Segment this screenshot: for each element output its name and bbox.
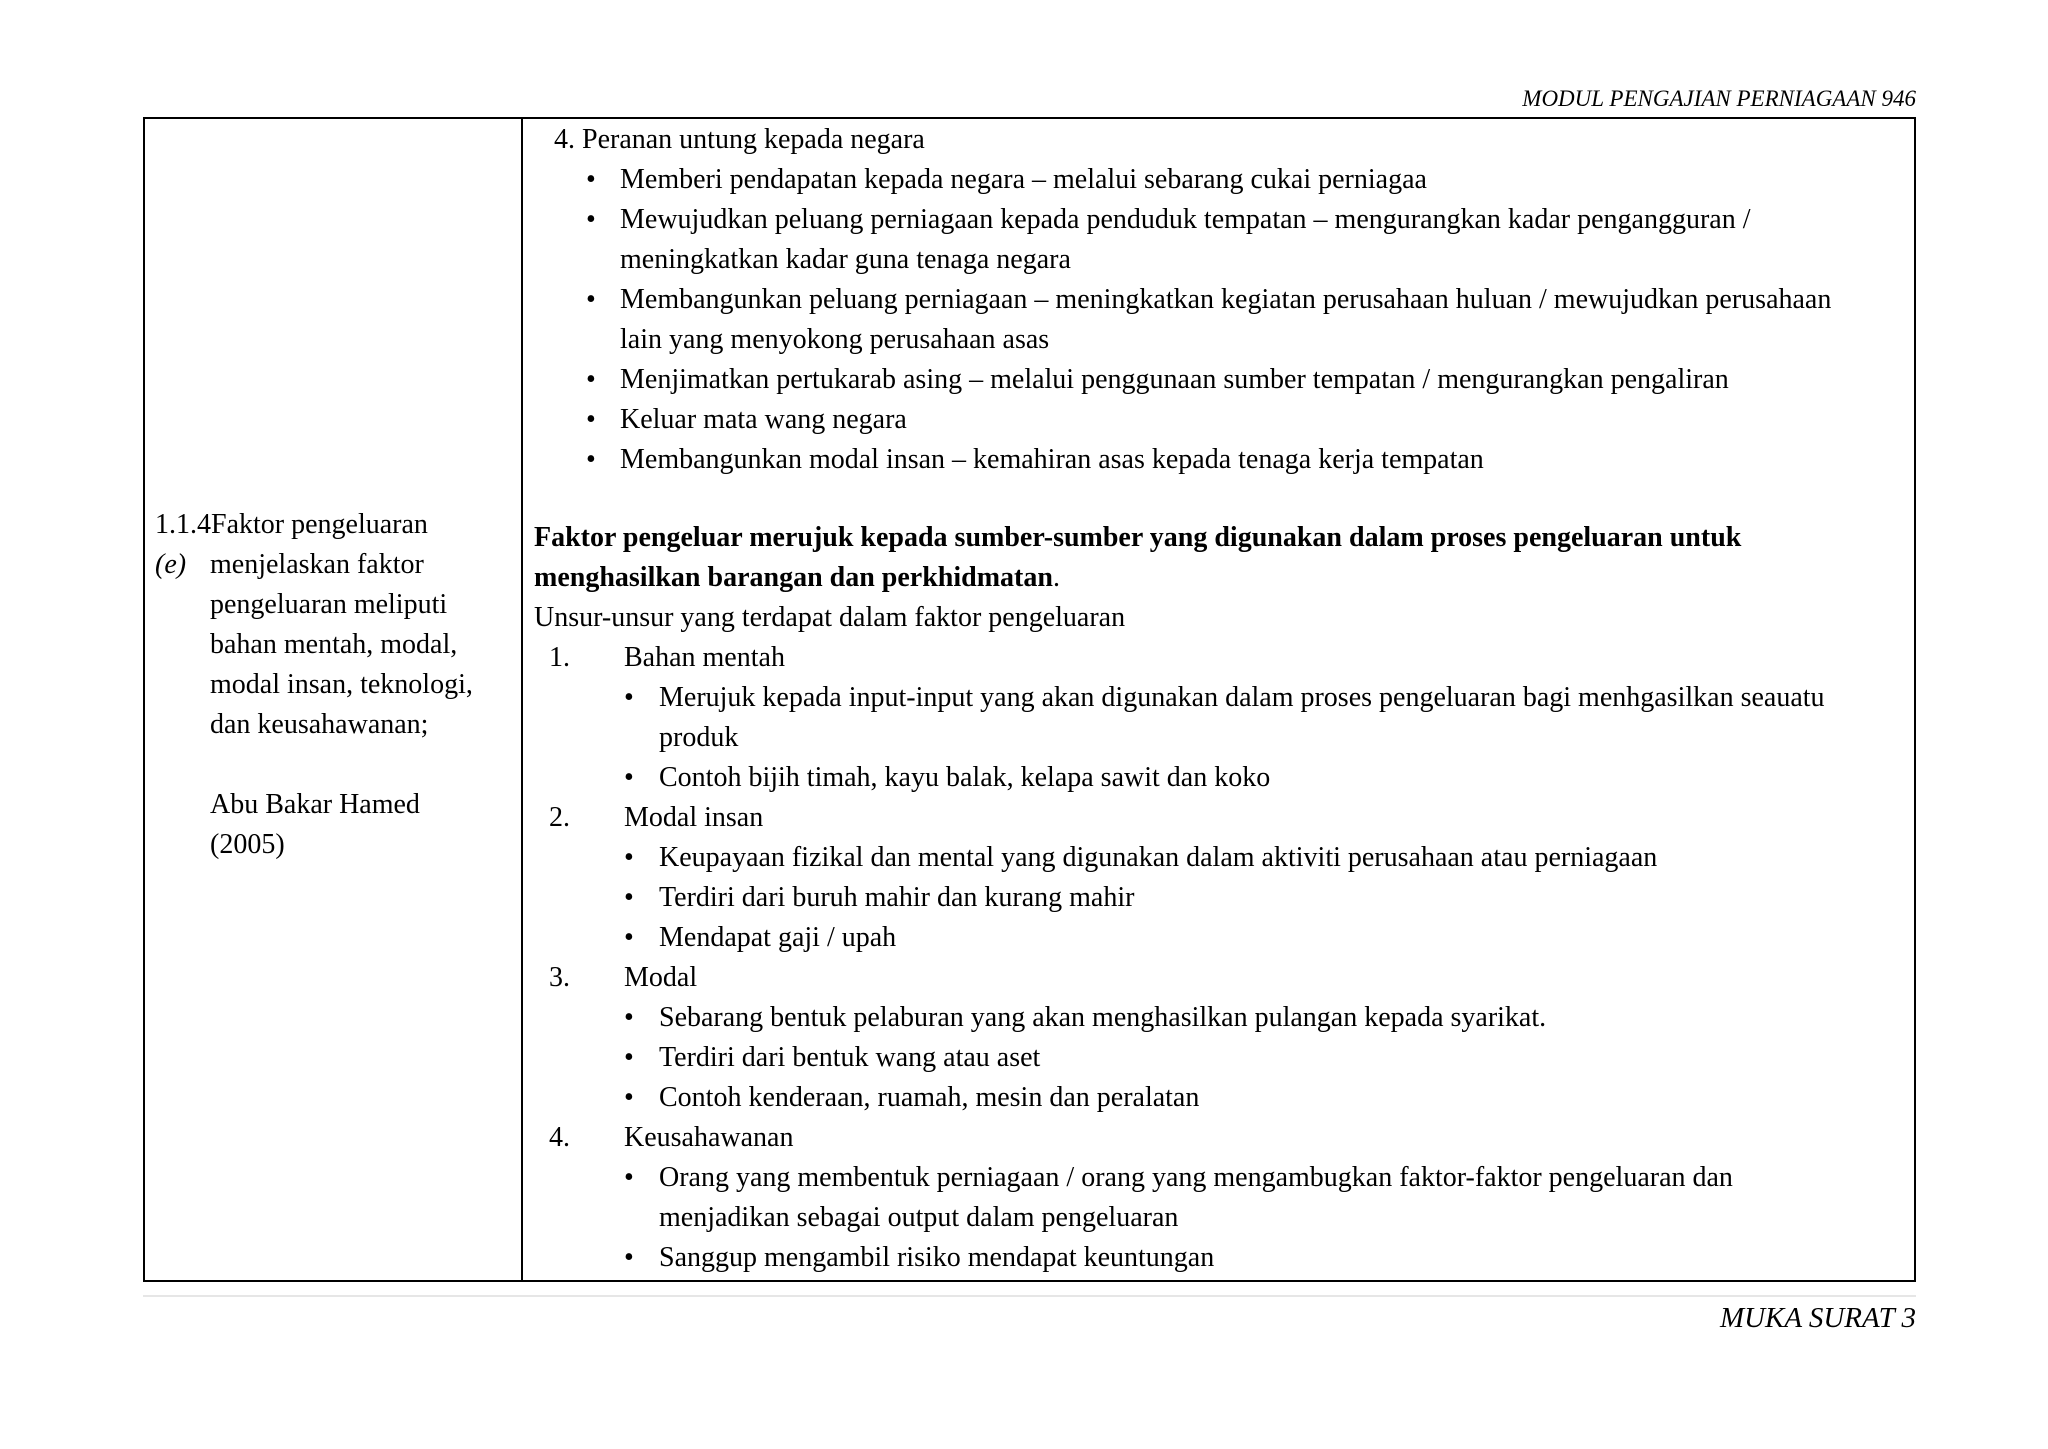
list-item-continued: lain yang menyokong perusahaan asas <box>620 324 1050 355</box>
definition-line: menghasilkan barangan dan perkhidmatan. <box>534 562 1060 593</box>
list-item: • Contoh bijih timah, kayu balak, kelapa sawit dan koko <box>624 762 1271 793</box>
list-item: • Mendapat gaji / upah <box>624 922 897 953</box>
list-item: • Sebarang bentuk pelaburan yang akan menghasilkan pulangan kepada syarikat. <box>624 1002 1547 1033</box>
column-divider <box>521 119 523 1280</box>
list-item: • Sanggup mengambil risiko mendapat keuntungan <box>624 1242 1215 1273</box>
point4-title: 4. Peranan untung kepada negara <box>554 124 925 155</box>
list-item: • Mewujudkan peluang perniagaan kepada penduduk tempatan – mengurangkan kadar pengangguran / <box>586 204 1751 235</box>
objective-label: (e) <box>155 549 187 580</box>
content-table <box>143 117 1916 1282</box>
numbered-item: 4. Keusahawanan <box>549 1122 794 1153</box>
list-item: • Keupayaan fizikal dan mental yang digunakan dalam aktiviti perusahaan atau perniagaan <box>624 842 1658 873</box>
left-column <box>155 505 515 865</box>
list-item-continued: menjadikan sebagai output dalam pengeluaran <box>659 1202 1179 1233</box>
list-item-continued: meningkatkan kadar guna tenaga negara <box>620 244 1071 275</box>
elements-intro: Unsur-unsur yang terdapat dalam faktor pengeluaran <box>534 602 1126 633</box>
list-item: • Terdiri dari buruh mahir dan kurang mahir <box>624 882 1135 913</box>
reference: Abu Bakar Hamed (2005) <box>210 789 420 860</box>
footer-rule <box>143 1295 1916 1297</box>
definition-line: Faktor pengeluar merujuk kepada sumber-sumber yang digunakan dalam proses pengeluaran untuk <box>534 522 1742 553</box>
list-item: • Terdiri dari bentuk wang atau aset <box>624 1042 1041 1073</box>
list-item: • Membangunkan modal insan – kemahiran asas kepada tenaga kerja tempatan <box>586 444 1484 475</box>
numbered-item: 2. Modal insan <box>549 802 764 833</box>
list-item: • Membangunkan peluang perniagaan – meningkatkan kegiatan perusahaan huluan / mewujudkan perusahaan <box>586 284 1832 315</box>
list-item: • Memberi pendapatan kepada negara – melalui sebarang cukai perniagaa <box>586 164 1427 195</box>
list-item: • Menjimatkan pertukarab asing – melalui penggunaan sumber tempatan / mengurangkan pengaliran <box>586 364 1729 395</box>
list-item: • Merujuk kepada input-input yang akan digunakan dalam proses pengeluaran bagi menhgasilkan seauatu <box>624 682 1825 713</box>
right-column <box>534 120 1904 1278</box>
list-item: • Keluar mata wang negara <box>586 404 907 435</box>
objective-text: menjelaskan faktor pengeluaran meliputi bahan mentah, modal, modal insan, teknologi, dan keusahawanan; <box>210 549 473 740</box>
objective-block <box>155 545 515 745</box>
page-number: MUKA SURAT 3 <box>1719 1302 1916 1334</box>
list-item-continued: produk <box>659 722 739 753</box>
page-header-title: MODUL PENGAJIAN PERNIAGAAN 946 <box>1522 86 1916 111</box>
list-item: • Contoh kenderaan, ruamah, mesin dan peralatan <box>624 1082 1200 1113</box>
list-item: • Orang yang membentuk perniagaan / orang yang mengambugkan faktor-faktor pengeluaran dan <box>624 1162 1733 1193</box>
numbered-item: 1. Bahan mentah <box>549 642 785 673</box>
numbered-item: 3. Modal <box>549 962 698 993</box>
topic-heading: 1.1.4Faktor pengeluaran <box>155 509 428 540</box>
